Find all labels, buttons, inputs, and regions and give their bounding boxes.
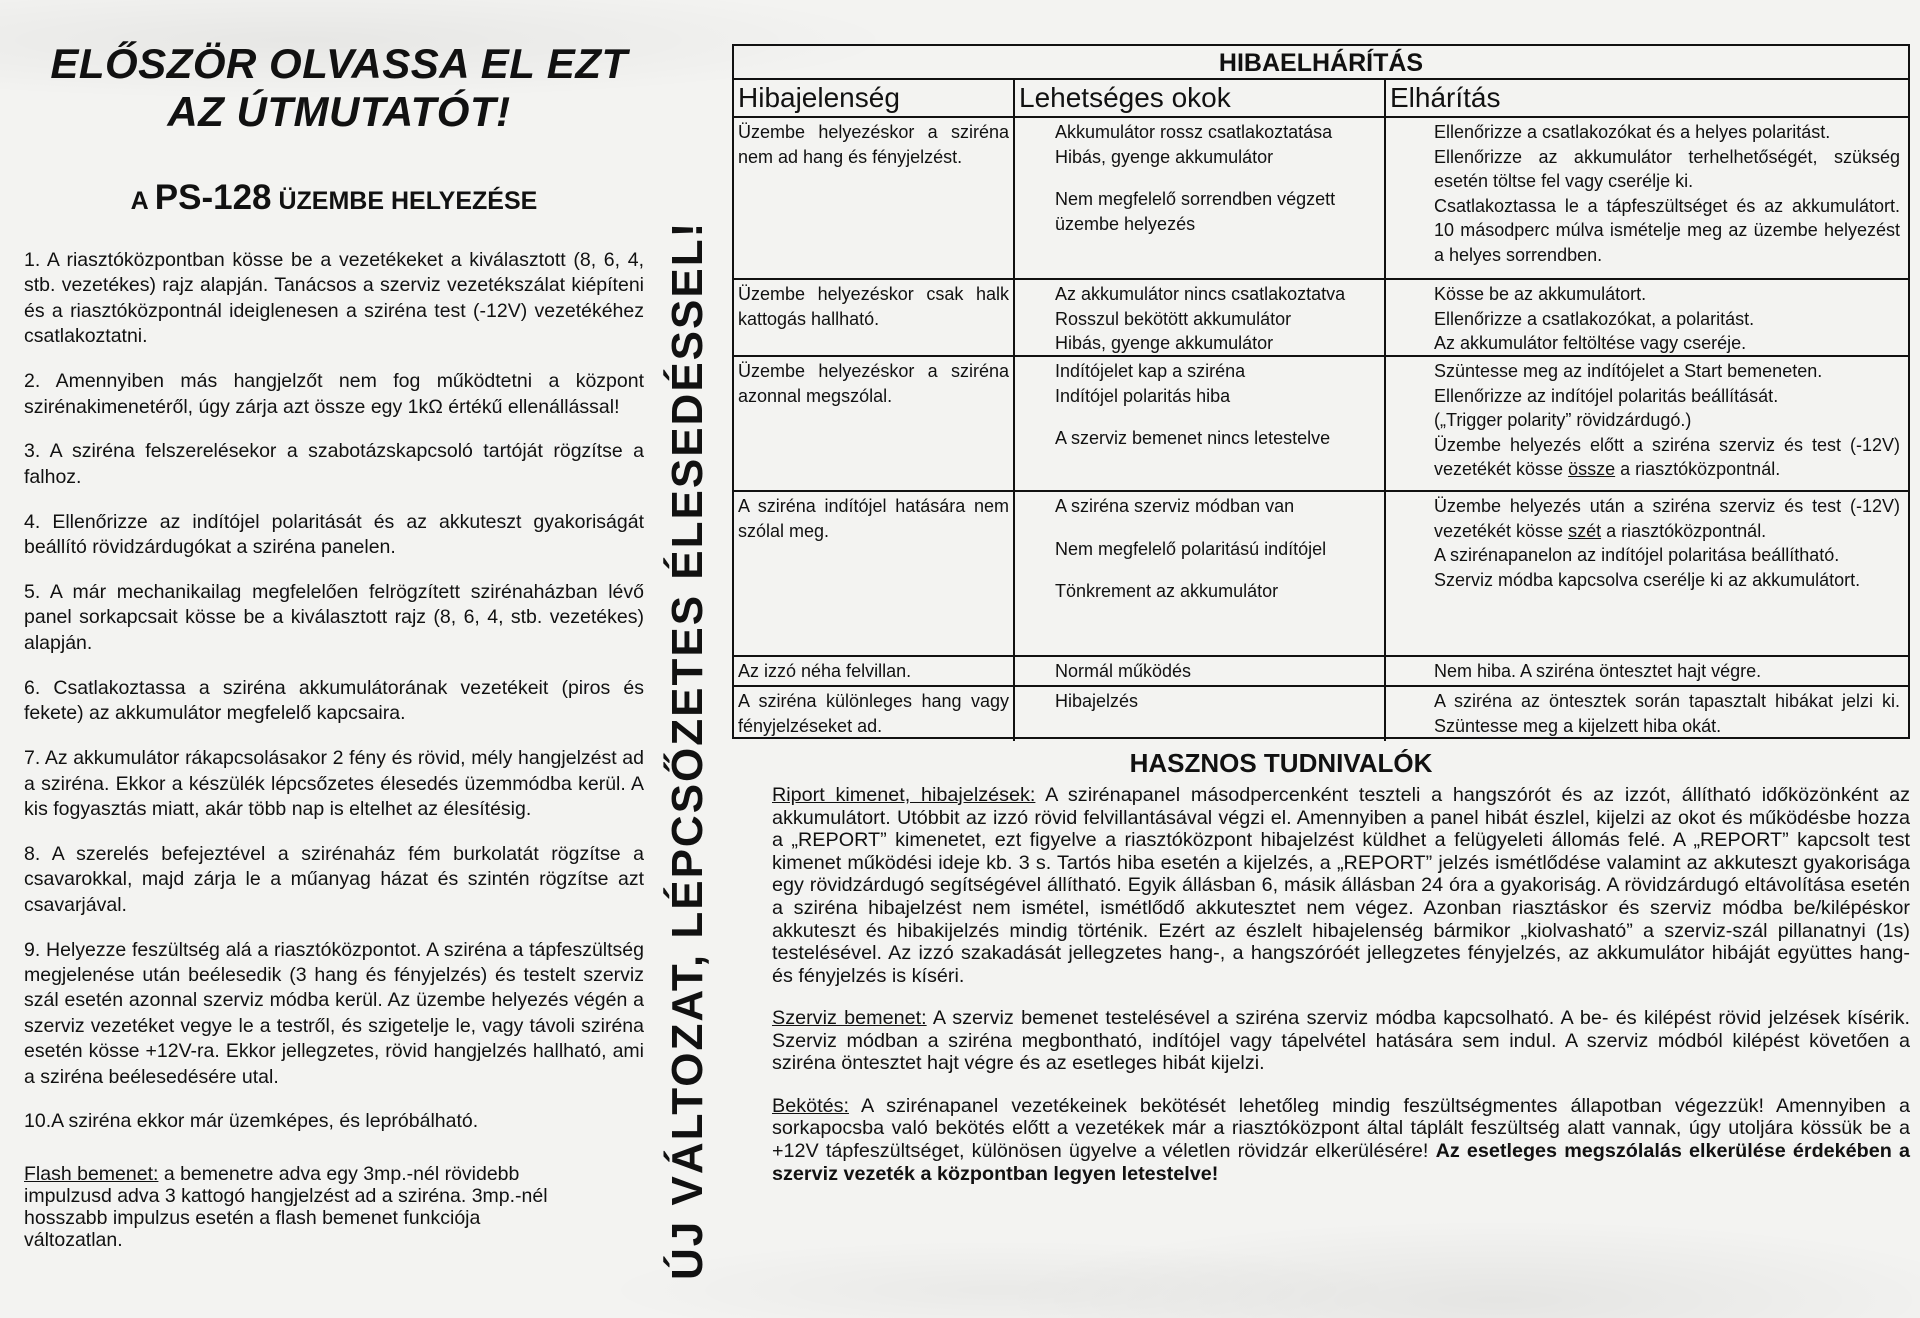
symptom-cell: Üzembe helyezéskor csak halk kattogás hallható. [734,280,1015,355]
fix-text: Üzembe helyezés után a sziréna szerviz és test (-12V) vezetékét kösse [1434,496,1900,541]
step-1: 1. A riasztóközpontban kösse be a vezetékeket a kiválasztott (8, 6, 4, stb. vezetékes) rajz alapján. Tanácsos a szerviz vezetékszálat kiépíteni és a riasztóközpontnál ideiglenesen a sziréna test (-12V) vezetékéhez csatlakoztatni. [24,249,644,348]
fix-item: Ellenőrizze a csatlakozókat és a helyes polaritást. [1434,122,1831,142]
step-6: 6. Csatlakoztassa a sziréna akkumulátorának vezetékeit (piros és fekete) az akkumulátor megfelelő kapcsaira. [24,676,644,725]
flash-text: a bemenetre adva egy 3mp.-nél rövidebb impulzusd adva 3 kattogó hangjelzést ad a sziréna. 3mp.-nél hosszabb impulzus esetén a flash bemenet funkciója változatlan. [24,1162,548,1251]
wiring-warning: Az esetleges megszólalás elkerülése érdekében a szerviz vezeték a központban legyen letestelve! [772,1139,1910,1185]
service-text: A szerviz bemenet testelésével a sziréna szerviz módba kapcsolható. A be- és kilépést rövid jelzések kísérik. Szerviz módban a sziréna megbontható, indítójel vagy tápelvétel hatására sem indul. A szerviz módból kilépést követően a sziréna öntesztet hajt végre és az esetleges hibát kijelzi. [772,1007,1910,1075]
installation-section [24,40,644,1251]
table-row [734,657,1908,687]
spacer [1055,169,1380,187]
fix-item: Ellenőrizze a csatlakozókat, a polaritást. [1434,308,1755,329]
main-title [34,40,644,136]
fix-emphasis: össze [1568,459,1616,479]
cause-item: Hibás, gyenge akkumulátor [1055,146,1274,167]
fix-text: Üzembe helyezés előtt a sziréna szerviz és test (-12V) vezetékét kösse [1434,434,1900,479]
step-3: 3. A sziréna felszerelésekor a szabotázskapcsoló tartóját rögzítse a falhoz. [24,440,644,488]
table-row [734,492,1908,657]
troubleshooting-table [732,44,1910,739]
causes-cell [1015,118,1386,278]
table-row [734,357,1908,492]
step-5: 5. A már mechanikailag megfelelően felrögzített szirénaházban lévő panel sorkapcsait kösse be a kiválasztott rajz (8, 6, 4, stb. vezetékes) alapján. [24,581,644,654]
symptom-cell: A sziréna különleges hang vagy fényjelzéseket ad. [734,687,1015,741]
causes-cell: Hibajelzés [1015,687,1386,741]
service-paragraph [772,1007,1910,1075]
vertical-banner: ÚJ VÁLTOZAT, LÉPCSŐZETES ÉLESEDÉSSEL! [663,220,712,1280]
useful-info-title: HASZNOS TUDNIVALÓK [1129,748,1433,778]
causes-cell [1015,357,1386,490]
symptom-cell: Az izzó néha felvillan. [734,657,1015,685]
causes-cell [1015,280,1386,355]
report-paragraph [772,784,1910,987]
fix-item [1434,433,1900,482]
table-header-row [734,80,1908,118]
cause-item: Nem megfelelő polaritású indítójel [1055,538,1327,559]
cause-item: A szerviz bemenet nincs letestelve [1055,428,1331,448]
symptom-cell: A sziréna indítójel hatására nem szólal meg. [734,492,1015,655]
causes-cell: Normál működés [1015,657,1386,685]
header-causes: Lehetséges okok [1015,80,1386,116]
fixes-cell: Nem hiba. A sziréna öntesztet hajt végre. [1434,661,1762,681]
model-name: PS-128 [154,178,272,217]
fix-item: Az akkumulátor feltöltése vagy cseréje. [1434,333,1747,353]
wiring-label: Bekötés: [772,1094,849,1117]
cause-item: Indítójelet kap a sziréna [1055,361,1246,381]
report-text: A szirénapanel másodpercenként teszteli a hangszórót és az izzót, állítható időközönként az akkumulátort. Utóbbit az izzó rövid felvillantásával végzi el. Amennyiben a panel hibát észlel, kijelzi az okot és működésbe hozza a „REPORT” kimenetet, ezt figyelve a riasztóközpont hibajelzést küldhet a felügyeleti állomás felé. A „REPORT” kapcsolt test kimenet működési ideje kb. 3 s. Tartós hiba esetén a kijelzés, a „REPORT” jelzés ismétlődése valamint az akkuteszt gyakorisága egy rövidzárdugó segítségével állítható. Egyik állásban 6, másik állásban 24 óra a gyakoriság. A rövidzárdugó eltávolítása esetén a sziréna hibajelzést nem ismétel, ismétlődő akkutesztet nem végez. Azonban riasztáskor és szerviz módba be/kilépéskor akkuteszt és hibakijelzés mindig történik. Ezért az észlelt hibajelenség bármikor „kiolvasható” a szerviz-szál pillanatnyi (1s) testelésével. Az izzó szakadását jellegzetes hang-, a hangszóróét jellegzetes fényjelzés, az akkumulátor hibáját együttes hang- és fényjelzés is kíséri. [772,784,1910,987]
fix-item: Kösse be az akkumulátort. [1434,284,1647,304]
title-line-2: AZ ÚTMUTATÓT! [167,88,511,135]
table-title: HIBAELHÁRÍTÁS [734,46,1908,80]
fix-item: Ellenőrizze az akkumulátor terhelhetőségét, szükség esetén töltse fel vagy cserélje ki. [1434,146,1900,191]
header-fixes: Elhárítás [1390,82,1501,113]
step-7: 7. Az akkumulátor rákapcsolásakor 2 fény és rövid, mély hangjelzést ad a sziréna. Ekkor a készülék lépcsőzetes élesedés üzemmódba kerül. A kis fogyasztás miatt, akár több nap is eltelhet az élesítésig. [24,747,644,820]
fix-item: Csatlakoztassa le a tápfeszültséget és az akkumulátort. 10 másodperc múlva ismételje meg az üzembe helyezést a helyes sorrendben. [1434,195,1900,265]
step-10: 10.A sziréna ekkor már üzemképes, és lepróbálható. [24,1110,479,1133]
subtitle-prefix: A [130,187,148,215]
fix-item: („Trigger polarity” rövidzárdugó.) [1434,410,1692,430]
cause-item: A sziréna szerviz módban van [1055,496,1295,516]
fix-item: A szirénapanelon az indítójel polaritása beállítható. [1434,545,1840,565]
step-8: 8. A szerelés befejeztével a szirénaház fém burkolatát rögzítse a csavarokkal, majd zárja le a műanyag házat és szintén rögzítse azt csavarjával. [24,842,644,916]
fix-text: a riasztóközpontnál. [1615,459,1781,479]
cause-item: Akkumulátor rossz csatlakoztatása [1055,122,1333,142]
flash-label: Flash bemenet: [24,1162,159,1185]
fix-item: Szerviz módba kapcsolva cserélje ki az akkumulátort. [1434,569,1861,590]
fixes-cell [1386,357,1908,490]
fixes-cell [1386,280,1908,355]
report-label: Riport kimenet, hibajelzések: [772,784,1036,806]
cause-item: Rosszul bekötött akkumulátor [1055,308,1292,329]
causes-cell [1015,492,1386,655]
fix-item [1434,494,1900,543]
step-4: 4. Ellenőrizze az indítójel polaritását és az akkuteszt gyakoriságát beállító rövidzárdugókat a sziréna panelen. [24,510,644,559]
fix-emphasis: szét [1568,520,1602,541]
useful-info-section [772,748,1910,1205]
fix-item: Ellenőrizze az indítójel polaritás beállítását. [1434,385,1779,406]
fix-text: a riasztóközpontnál. [1601,520,1767,541]
wiring-text: A szirénapanel vezetékeinek bekötését lehetőleg mindig feszültségmentes állapotban végezzük! Amennyiben a sorkapocsba való bekötés előtt a vezetékek már a riasztóközpont által táplált feszültség alatt vannak, úgy utoljára kössük be a +12V tápfeszültséget, különösen ügyelve a véletlen rövidzár elkerülésére! [772,1094,1910,1162]
table-row [734,118,1908,280]
cause-item: Nem megfelelő sorrendben végzett üzembe helyezés [1055,189,1336,234]
header-symptom: Hibajelenség [734,80,1015,116]
cause-item: Indítójel polaritás hiba [1055,385,1231,406]
fixes-cell [1386,118,1908,278]
step-2: 2. Amennyiben más hangjelzőt nem fog működtetni a központ szirénakimenetéről, úgy zárja azt össze egy 1kΩ értékű ellenállással! [24,370,644,418]
cause-item: Hibás, gyenge akkumulátor [1055,333,1274,353]
fixes-cell: A sziréna az öntesztek során tapasztalt hibákat jelzi ki. Szüntesse meg a kijelzett hiba okát. [1434,691,1900,736]
table-row [734,280,1908,357]
section-subtitle [24,178,644,218]
cause-item: Az akkumulátor nincs csatlakoztatva [1055,284,1346,304]
table-row [734,687,1908,741]
fix-item: Szüntesse meg az indítójelet a Start bemeneten. [1434,361,1823,381]
symptom-cell: Üzembe helyezéskor a sziréna azonnal megszólal. [734,357,1015,490]
title-line-1: ELŐSZÖR OLVASSA EL EZT [50,40,628,87]
flash-input-note [24,1163,584,1251]
step-9: 9. Helyezze feszültség alá a riasztóközpontot. A sziréna a tápfeszültség megjelenése után beélesedik (3 hang és fényjelzés) és testelt szerviz szál esetén azonnal szerviz módba kerül. Az üzembe helyezés végén a szerviz vezetéket vegye le a testről, és szigetelje le, vagy távoli sziréna esetén kösse +12V-ra. Ekkor jellegzetes, rövid hangjelzés hallható, ami a sziréna beélesedésére utal. [24,938,644,1088]
symptom-cell: Üzembe helyezéskor a sziréna nem ad hang és fényjelzést. [734,118,1015,278]
spacer [1055,408,1380,426]
wiring-paragraph [772,1095,1910,1185]
spacer [1055,519,1380,537]
cause-item: Tönkrement az akkumulátor [1055,581,1279,601]
installation-steps [24,248,644,1135]
subtitle-suffix: ÜZEMBE HELYEZÉSE [278,187,538,215]
fixes-cell [1386,492,1908,655]
spacer [1055,561,1380,579]
service-label: Szerviz bemenet: [772,1007,927,1030]
